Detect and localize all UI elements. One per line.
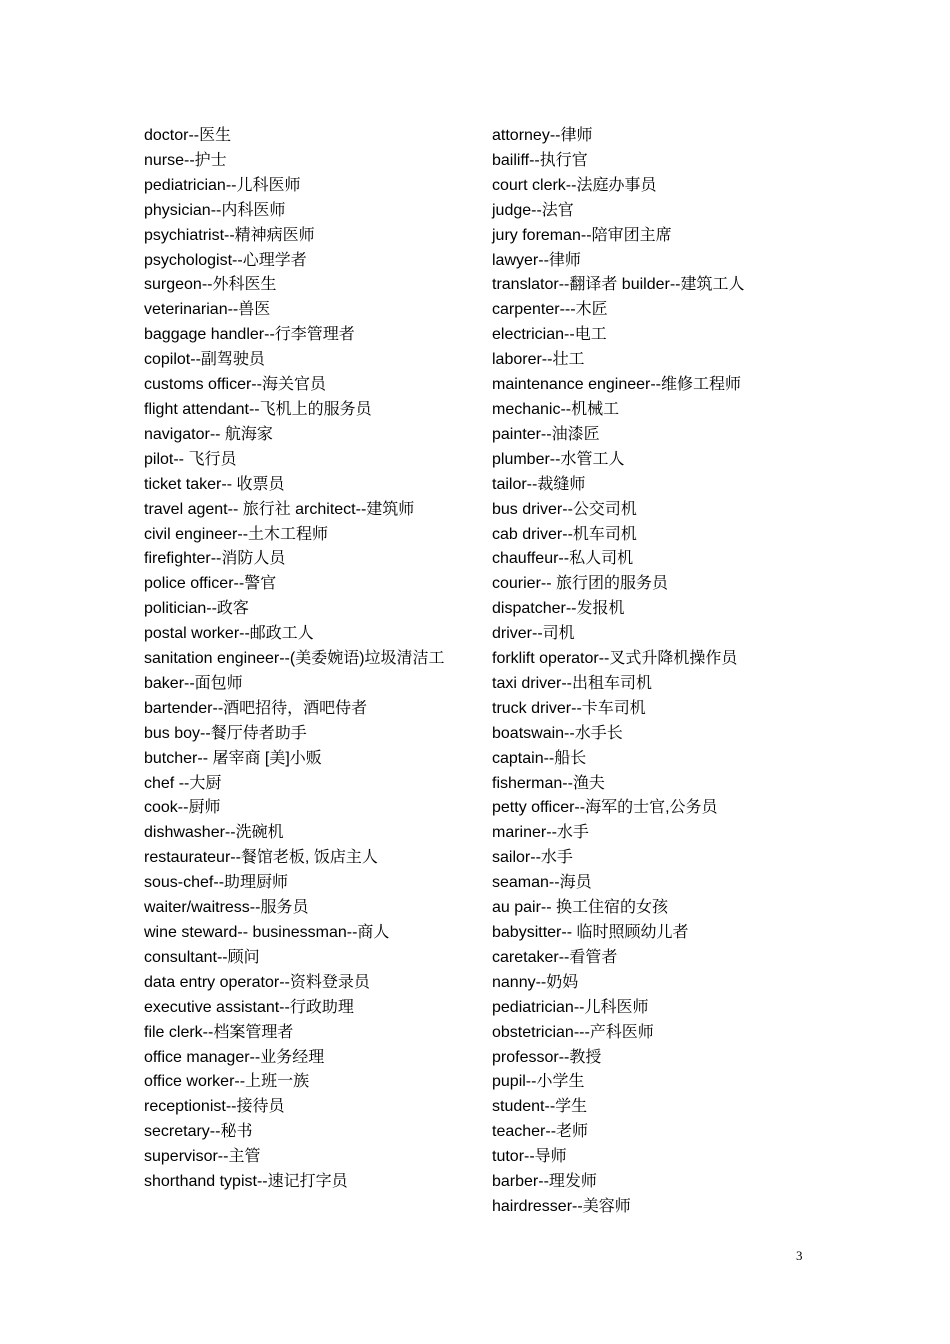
vocabulary-entry: pediatrician--儿科医师 xyxy=(492,998,649,1016)
vocabulary-entry: data entry operator--资料登录员 xyxy=(144,973,370,991)
vocabulary-entry: mariner--水手 xyxy=(492,824,589,842)
vocabulary-entry: psychiatrist--精神病医师 xyxy=(144,226,315,244)
vocabulary-entry: baggage handler--行李管理者 xyxy=(144,326,355,344)
vocabulary-entry: electrician--电工 xyxy=(492,326,607,344)
vocabulary-entry: courier-- 旅行团的服务员 xyxy=(492,575,669,593)
vocabulary-entry: lawyer--律师 xyxy=(492,251,581,269)
vocabulary-entry: baker--面包师 xyxy=(144,674,243,692)
vocabulary-entry: sanitation engineer--(美委婉语)垃圾清洁工 xyxy=(144,650,445,668)
vocabulary-entry: laborer--壮工 xyxy=(492,351,585,369)
vocabulary-entry: hairdresser--美容师 xyxy=(492,1197,631,1215)
vocabulary-entry: sous-chef--助理厨师 xyxy=(144,874,289,892)
vocabulary-entry: supervisor--主管 xyxy=(144,1148,261,1166)
vocabulary-entry: flight attendant--飞机上的服务员 xyxy=(144,400,372,418)
vocabulary-entry: painter--油漆匠 xyxy=(492,425,600,443)
vocabulary-entry: captain--船长 xyxy=(492,749,587,767)
vocabulary-entry: bus boy--餐厅侍者助手 xyxy=(144,724,307,742)
vocabulary-entry: consultant--顾问 xyxy=(144,948,260,966)
page-number: 3 xyxy=(796,1248,803,1263)
vocabulary-entry: caretaker--看管者 xyxy=(492,948,618,966)
vocabulary-entry: shorthand typist--速记打字员 xyxy=(144,1173,348,1191)
vocabulary-entry: psychologist--心理学者 xyxy=(144,251,307,269)
vocabulary-entry: student--学生 xyxy=(492,1098,588,1116)
vocabulary-entry: jury foreman--陪审团主席 xyxy=(492,226,672,244)
vocabulary-entry: police officer--警官 xyxy=(144,575,277,593)
vocabulary-entry: secretary--秘书 xyxy=(144,1123,253,1141)
vocabulary-entry: plumber--水管工人 xyxy=(492,450,625,468)
vocabulary-entry: cab driver--机车司机 xyxy=(492,525,637,543)
vocabulary-entry: babysitter-- 临时照顾幼儿者 xyxy=(492,924,689,941)
vocabulary-entry: office manager--业务经理 xyxy=(144,1048,325,1066)
vocabulary-entry: seaman--海员 xyxy=(492,874,592,892)
vocabulary-entry: mechanic--机械工 xyxy=(492,400,620,418)
vocabulary-entry: pilot-- 飞行员 xyxy=(144,450,237,468)
vocabulary-entry: tailor--裁缝师 xyxy=(492,475,586,493)
vocabulary-entry: chef --大厨 xyxy=(144,774,222,792)
vocabulary-entry: pupil--小学生 xyxy=(492,1073,585,1091)
vocabulary-entry: waiter/waitress--服务员 xyxy=(144,899,309,917)
vocabulary-entry: bus driver--公交司机 xyxy=(492,500,637,518)
vocabulary-entry: translator--翻译者 builder--建筑工人 xyxy=(492,276,745,294)
vocabulary-entry: ticket taker-- 收票员 xyxy=(144,475,285,493)
vocabulary-entry: bailiff--执行官 xyxy=(492,151,588,169)
vocabulary-entry: nurse--护士 xyxy=(144,151,227,169)
vocabulary-entry: chauffeur--私人司机 xyxy=(492,550,634,568)
vocabulary-entry: file clerk--档案管理者 xyxy=(144,1023,294,1041)
vocabulary-entry: driver--司机 xyxy=(492,625,575,643)
vocabulary-entry: nanny--奶妈 xyxy=(492,973,579,991)
vocabulary-entry: judge--法官 xyxy=(492,201,574,219)
vocabulary-entry: taxi driver--出租车司机 xyxy=(492,674,653,692)
vocabulary-entry: forklift operator--叉式升降机操作员 xyxy=(492,650,738,668)
vocabulary-entry: professor--教授 xyxy=(492,1048,602,1066)
vocabulary-entry: barber--理发师 xyxy=(492,1173,597,1191)
vocabulary-entry: boatswain--水手长 xyxy=(492,724,623,742)
vocabulary-entry: doctor--医生 xyxy=(144,127,232,144)
vocabulary-entry: restaurateur--餐馆老板, 饭店主人 xyxy=(144,849,378,867)
vocabulary-entry: postal worker--邮政工人 xyxy=(144,625,314,643)
vocabulary-entry: pediatrician--儿科医师 xyxy=(144,176,301,194)
vocabulary-entry: butcher-- 屠宰商 [美]小贩 xyxy=(144,749,322,767)
vocabulary-entry: au pair-- 换工住宿的女孩 xyxy=(492,899,669,917)
vocabulary-entry: fisherman--渔夫 xyxy=(492,774,605,792)
vocabulary-entry: maintenance engineer--维修工程师 xyxy=(492,376,741,394)
vocabulary-entry: sailor--水手 xyxy=(492,849,573,867)
vocabulary-entry: dispatcher--发报机 xyxy=(492,600,625,618)
right-vocabulary-column xyxy=(492,124,792,1220)
vocabulary-entry: court clerk--法庭办事员 xyxy=(492,176,657,194)
vocabulary-entry: firefighter--消防人员 xyxy=(144,550,286,568)
vocabulary-entry: receptionist--接待员 xyxy=(144,1098,285,1116)
vocabulary-entry: civil engineer--土木工程师 xyxy=(144,525,329,543)
vocabulary-entry: bartender--酒吧招待，酒吧侍者 xyxy=(144,699,368,717)
vocabulary-entry: obstetrician---产科医师 xyxy=(492,1023,654,1041)
vocabulary-entry: attorney--律师 xyxy=(492,127,593,144)
vocabulary-entry: office worker--上班一族 xyxy=(144,1073,310,1091)
vocabulary-entry: cook--厨师 xyxy=(144,799,221,817)
vocabulary-entry: travel agent-- 旅行社 architect--建筑师 xyxy=(144,500,415,518)
vocabulary-entry: veterinarian--兽医 xyxy=(144,301,271,319)
vocabulary-entry: dishwasher--洗碗机 xyxy=(144,824,284,842)
vocabulary-entry: physician--内科医师 xyxy=(144,201,286,219)
vocabulary-entry: politician--政客 xyxy=(144,600,249,618)
vocabulary-entry: carpenter---木匠 xyxy=(492,301,608,319)
vocabulary-entry: navigator-- 航海家 xyxy=(144,425,273,443)
vocabulary-entry: teacher--老师 xyxy=(492,1123,589,1141)
vocabulary-entry: tutor--导师 xyxy=(492,1148,567,1166)
vocabulary-entry: customs officer--海关官员 xyxy=(144,376,326,394)
vocabulary-entry: executive assistant--行政助理 xyxy=(144,998,354,1016)
vocabulary-entry: copilot--副驾驶员 xyxy=(144,351,265,369)
left-vocabulary-column xyxy=(144,124,449,1195)
vocabulary-entry: truck driver--卡车司机 xyxy=(492,699,646,717)
vocabulary-entry: surgeon--外科医生 xyxy=(144,276,277,294)
vocabulary-entry: wine steward-- businessman--商人 xyxy=(144,924,390,941)
vocabulary-entry: petty officer--海军的士官,公务员 xyxy=(492,799,718,817)
